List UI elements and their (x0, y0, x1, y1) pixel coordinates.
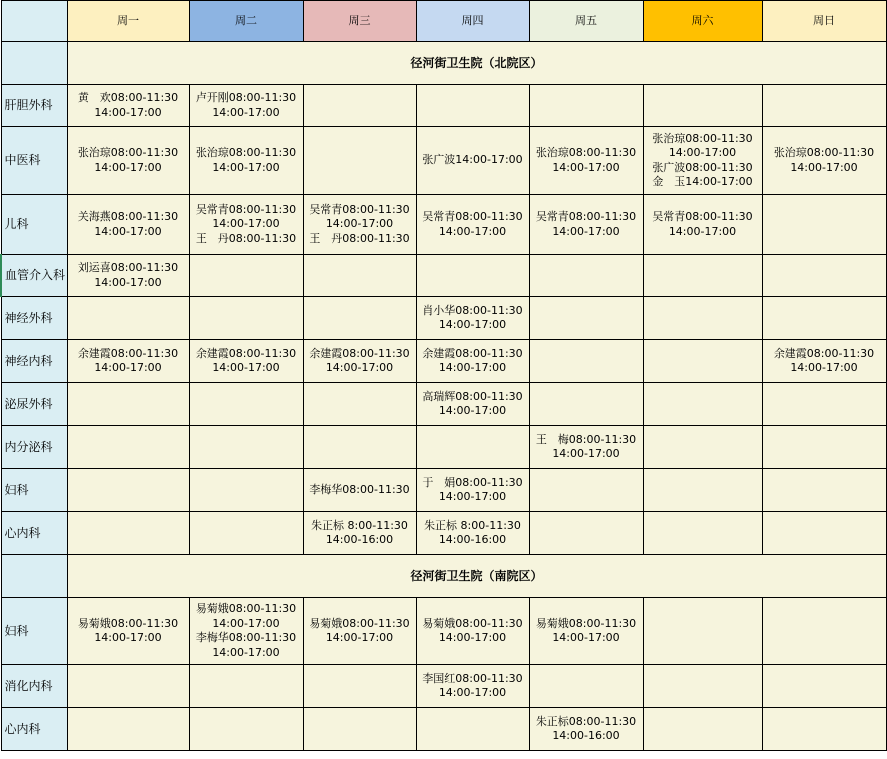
department-name-cell[interactable]: 泌尿外科 (1, 383, 67, 426)
schedule-cell[interactable] (529, 255, 643, 297)
schedule-cell[interactable] (762, 665, 886, 708)
schedule-cell[interactable] (762, 127, 886, 195)
schedule-cell[interactable] (529, 426, 643, 469)
schedule-entry-line: 朱正标 8:00-11:30 (424, 518, 521, 532)
schedule-cell[interactable] (762, 512, 886, 555)
schedule-cell[interactable] (762, 85, 886, 127)
section-row (1, 555, 886, 598)
day-header-sat[interactable]: 周六 (643, 1, 762, 42)
schedule-cell[interactable] (416, 469, 529, 512)
department-name-cell[interactable]: 消化内科 (1, 665, 67, 708)
department-name-cell[interactable]: 肝胆外科 (1, 85, 67, 127)
schedule-cell[interactable] (416, 598, 529, 665)
schedule-cell[interactable] (416, 127, 529, 195)
schedule-cell[interactable] (416, 383, 529, 426)
schedule-cell[interactable] (67, 297, 189, 340)
department-name-cell[interactable]: 心内科 (1, 512, 67, 555)
schedule-cell[interactable] (189, 426, 303, 469)
schedule-cell[interactable] (416, 708, 529, 751)
schedule-entry-line: 14:00-17:00 (790, 160, 858, 174)
schedule-entry-line: 吴常青08:00-11:30 (652, 210, 753, 223)
schedule-entry-line: 14:00-17:00 (668, 146, 737, 159)
schedule-entry-line: 14:00-17:00 (94, 160, 162, 174)
schedule-cell[interactable] (67, 426, 189, 469)
department-row (1, 469, 886, 512)
department-name-cell[interactable]: 儿科 (1, 195, 67, 255)
schedule-entry-line: 14:00-17:00 (438, 361, 507, 374)
department-name-cell[interactable]: 妇科 (1, 469, 67, 512)
schedule-entry-line: 张治琼08:00-11:30 (535, 146, 637, 159)
schedule-entry-line: 吴常青08:00-11:30 (422, 210, 523, 223)
section-title[interactable]: 径河街卫生院（南院区） (67, 555, 886, 598)
schedule-cell[interactable] (762, 708, 886, 751)
schedule-entry-line: 黄 欢08:00-11:30 (77, 91, 179, 104)
schedule-cell[interactable] (303, 383, 416, 426)
schedule-entry-line: 张治琼08:00-11:30 (652, 131, 753, 145)
schedule-cell[interactable] (189, 383, 303, 426)
schedule-cell[interactable] (189, 297, 303, 340)
department-row (1, 512, 886, 555)
schedule-cell[interactable] (529, 340, 643, 383)
schedule-cell[interactable] (643, 512, 762, 555)
department-row (1, 85, 886, 127)
day-header-fri[interactable]: 周五 (529, 1, 643, 42)
schedule-entry-line: 14:00-17:00 (325, 217, 394, 231)
schedule-cell[interactable] (303, 665, 416, 708)
schedule-entry-line: 余建霞08:00-11:30 (773, 346, 875, 360)
schedule-entry-line: 余建霞08:00-11:30 (422, 346, 523, 360)
schedule-cell[interactable] (189, 340, 303, 383)
department-row (1, 127, 886, 195)
department-row (1, 195, 886, 255)
schedule-entry-line: 14:00-17:00 (94, 224, 162, 238)
schedule-cell[interactable] (762, 598, 886, 665)
schedule-cell[interactable] (416, 255, 529, 297)
schedule-entry-line: 14:00-16:00 (438, 533, 507, 546)
schedule-cell[interactable] (643, 469, 762, 512)
schedule-entry-line: 朱正标08:00-11:30 (535, 714, 637, 728)
schedule-entry-line: 14:00-17:00 (94, 631, 162, 644)
schedule-entry-line: 14:00-17:00 (325, 361, 394, 374)
schedule-entry-line: 余建霞08:00-11:30 (77, 346, 179, 360)
schedule-entry-line: 吴常青08:00-11:30 (195, 202, 297, 216)
schedule-entry-line: 吴常青08:00-11:30 (535, 210, 637, 223)
schedule-cell[interactable] (762, 426, 886, 469)
day-header-thu[interactable]: 周四 (416, 1, 529, 42)
department-row (1, 297, 886, 340)
department-name-cell[interactable]: 妇科 (1, 598, 67, 665)
schedule-entry-line: 14:00-17:00 (438, 224, 507, 238)
schedule-cell[interactable] (762, 469, 886, 512)
schedule-cell[interactable] (67, 127, 189, 195)
schedule-cell[interactable] (67, 383, 189, 426)
department-name-cell[interactable]: 神经外科 (1, 297, 67, 340)
schedule-cell[interactable] (67, 85, 189, 127)
schedule-entry-line: 14:00-17:00 (552, 447, 620, 460)
schedule-entry-line: 李国红08:00-11:30 (422, 671, 523, 685)
schedule-entry-line: 14:00-17:00 (212, 217, 280, 231)
schedule-cell[interactable] (529, 512, 643, 555)
schedule-entry-line: 李梅华08:00-11:30 (195, 631, 297, 644)
day-header-tue[interactable]: 周二 (189, 1, 303, 42)
schedule-cell[interactable] (67, 340, 189, 383)
department-name-cell[interactable]: 血管介入科 (1, 255, 67, 297)
schedule-cell[interactable] (303, 297, 416, 340)
schedule-cell[interactable] (189, 85, 303, 127)
schedule-cell[interactable] (643, 127, 762, 195)
schedule-cell[interactable] (189, 512, 303, 555)
schedule-entry-line: 14:00-17:00 (438, 686, 507, 699)
schedule-cell[interactable] (762, 297, 886, 340)
schedule-entry-line: 14:00-17:00 (94, 275, 162, 289)
schedule-entry-line: 14:00-17:00 (325, 631, 394, 644)
department-row (1, 255, 886, 297)
schedule-cell[interactable] (416, 85, 529, 127)
schedule-cell[interactable] (643, 340, 762, 383)
schedule-entry-line: 余建霞08:00-11:30 (309, 346, 410, 360)
schedule-cell[interactable] (67, 665, 189, 708)
schedule-cell[interactable] (67, 255, 189, 297)
schedule-cell[interactable] (416, 195, 529, 255)
schedule-entry-line: 易菊娥08:00-11:30 (422, 616, 523, 630)
schedule-cell[interactable] (643, 383, 762, 426)
schedule-cell[interactable] (303, 512, 416, 555)
schedule-cell[interactable] (762, 340, 886, 383)
department-name-cell[interactable]: 神经内科 (1, 340, 67, 383)
schedule-cell[interactable] (762, 195, 886, 255)
schedule-cell[interactable] (643, 665, 762, 708)
schedule-entry-line: 14:00-17:00 (94, 361, 162, 374)
schedule-body (1, 42, 886, 751)
schedule-cell[interactable] (529, 127, 643, 195)
schedule-cell[interactable] (643, 426, 762, 469)
schedule-cell[interactable] (643, 85, 762, 127)
schedule-cell[interactable] (643, 297, 762, 340)
schedule-entry-line: 14:00-17:00 (212, 361, 280, 374)
schedule-entry-line: 14:00-17:00 (212, 160, 280, 174)
schedule-cell[interactable] (529, 195, 643, 255)
day-header-wed[interactable]: 周三 (303, 1, 416, 42)
schedule-cell[interactable] (303, 340, 416, 383)
schedule-cell[interactable] (416, 340, 529, 383)
section-row (1, 42, 886, 85)
schedule-cell[interactable] (67, 512, 189, 555)
schedule-entry-line: 王 梅08:00-11:30 (535, 432, 637, 446)
department-row (1, 665, 886, 708)
schedule-cell[interactable] (303, 426, 416, 469)
schedule-entry-line: 14:00-17:00 (668, 224, 737, 238)
schedule-entry-line: 14:00-17:00 (212, 645, 280, 659)
schedule-cell[interactable] (67, 598, 189, 665)
department-row (1, 708, 886, 751)
day-header-sun[interactable]: 周日 (762, 1, 886, 42)
schedule-entry-line: 张治琼08:00-11:30 (77, 146, 179, 159)
schedule-cell[interactable] (529, 469, 643, 512)
schedule-cell[interactable] (189, 598, 303, 665)
schedule-cell[interactable] (529, 598, 643, 665)
schedule-cell[interactable] (189, 708, 303, 751)
schedule-cell[interactable] (643, 255, 762, 297)
schedule-cell[interactable] (416, 426, 529, 469)
schedule-cell[interactable] (529, 665, 643, 708)
schedule-entry-line: 易菊娥08:00-11:30 (309, 616, 410, 630)
schedule-entry-line: 易菊娥08:00-11:30 (195, 602, 297, 615)
schedule-entry-line: 14:00-17:00 (438, 631, 507, 644)
schedule-entry-line: 14:00-17:00 (438, 318, 507, 331)
schedule-entry-line: 14:00-17:00 (552, 224, 620, 238)
schedule-entry-line: 关海燕08:00-11:30 (77, 210, 179, 223)
schedule-cell[interactable] (643, 708, 762, 751)
schedule-cell[interactable] (303, 469, 416, 512)
section-title[interactable]: 径河街卫生院（北院区） (67, 42, 886, 85)
schedule-cell[interactable] (189, 127, 303, 195)
schedule-entry-line: 金 玉14:00-17:00 (652, 175, 753, 188)
schedule-entry-line: 14:00-17:00 (438, 490, 507, 503)
schedule-entry-line: 王 丹08:00-11:30 (195, 231, 297, 245)
schedule-cell[interactable] (67, 195, 189, 255)
schedule-cell[interactable] (189, 665, 303, 708)
schedule-cell[interactable] (643, 598, 762, 665)
schedule-cell[interactable] (643, 195, 762, 255)
schedule-entry-line: 张广波08:00-11:30 (652, 160, 753, 174)
schedule-cell[interactable] (303, 195, 416, 255)
schedule-entry-line: 张治琼08:00-11:30 (773, 146, 875, 159)
header-row (1, 1, 886, 42)
schedule-cell[interactable] (303, 85, 416, 127)
schedule-entry-line: 肖小华08:00-11:30 (422, 303, 523, 317)
schedule-entry-line: 14:00-17:00 (212, 616, 280, 630)
schedule-entry-line: 张治琼08:00-11:30 (195, 146, 297, 159)
section-dept-cell[interactable] (1, 42, 67, 85)
schedule-entry-line: 刘运喜08:00-11:30 (77, 261, 179, 274)
schedule-entry-line: 14:00-17:00 (552, 160, 620, 174)
schedule-cell[interactable] (303, 127, 416, 195)
schedule-entry-line: 14:00-17:00 (552, 631, 620, 644)
schedule-cell[interactable] (303, 255, 416, 297)
schedule-entry-line: 易菊娥08:00-11:30 (77, 616, 179, 630)
schedule-entry-line: 朱正标 8:00-11:30 (311, 518, 408, 532)
schedule-cell[interactable] (529, 85, 643, 127)
schedule-entry-line: 14:00-17:00 (438, 404, 507, 417)
schedule-cell[interactable] (67, 708, 189, 751)
schedule-cell[interactable] (303, 598, 416, 665)
schedule-cell[interactable] (189, 255, 303, 297)
schedule-entry-line: 高瑞辉08:00-11:30 (422, 389, 523, 403)
department-row (1, 598, 886, 665)
schedule-cell[interactable] (416, 297, 529, 340)
day-header-mon[interactable]: 周一 (67, 1, 189, 42)
schedule-cell[interactable] (762, 383, 886, 426)
schedule-cell[interactable] (529, 708, 643, 751)
corner-cell[interactable] (1, 1, 67, 42)
schedule-entry-line: 王 丹08:00-11:30 (309, 231, 410, 245)
schedule-cell[interactable] (529, 297, 643, 340)
schedule-entry-line: 于 娟08:00-11:30 (422, 475, 523, 489)
schedule-entry-line: 14:00-16:00 (325, 533, 394, 546)
schedule-entry-line: 14:00-16:00 (552, 729, 620, 742)
schedule-entry-line: 14:00-17:00 (212, 105, 280, 119)
schedule-cell[interactable] (189, 195, 303, 255)
department-row (1, 383, 886, 426)
schedule-cell[interactable] (303, 708, 416, 751)
schedule-cell[interactable] (189, 469, 303, 512)
section-dept-cell[interactable] (1, 555, 67, 598)
schedule-entry-line: 卢开刚08:00-11:30 (195, 91, 297, 104)
schedule-entry-line: 吴常青08:00-11:30 (309, 202, 410, 216)
schedule-entry-line: 李梅华08:00-11:30 (309, 482, 410, 496)
department-row (1, 426, 886, 469)
schedule-entry-line: 张广波14:00-17:00 (422, 153, 523, 167)
department-name-cell[interactable]: 中医科 (1, 127, 67, 195)
schedule-entry-line: 14:00-17:00 (94, 105, 162, 119)
schedule-cell[interactable] (529, 383, 643, 426)
schedule-cell[interactable] (762, 255, 886, 297)
department-name-cell[interactable]: 内分泌科 (1, 426, 67, 469)
department-row (1, 340, 886, 383)
schedule-entry-line: 14:00-17:00 (790, 361, 858, 374)
schedule-entry-line: 余建霞08:00-11:30 (195, 346, 297, 360)
schedule-cell[interactable] (416, 512, 529, 555)
schedule-entry-line: 易菊娥08:00-11:30 (535, 616, 637, 630)
schedule-cell[interactable] (67, 469, 189, 512)
schedule-cell[interactable] (416, 665, 529, 708)
department-name-cell[interactable]: 心内科 (1, 708, 67, 751)
